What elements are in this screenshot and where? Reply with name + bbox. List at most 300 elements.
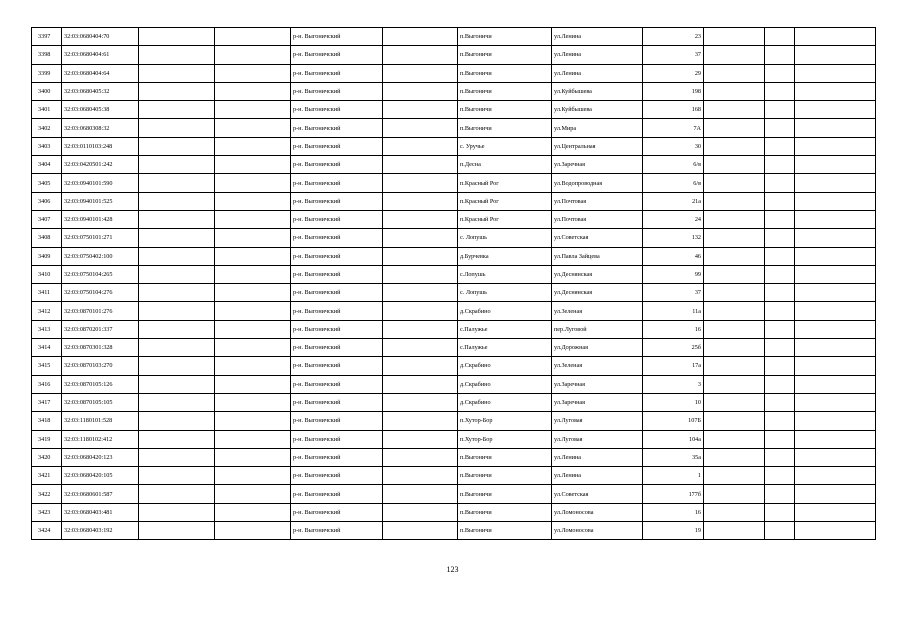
empty-cell [704, 229, 765, 247]
empty-cell [139, 210, 215, 228]
empty-cell [139, 522, 215, 540]
locality-cell: с.Палужье [458, 320, 552, 338]
empty-cell [215, 430, 291, 448]
empty-cell [704, 430, 765, 448]
empty-cell [704, 174, 765, 192]
house-number-cell: 104а [643, 430, 704, 448]
street-cell: ул.Заречная [552, 375, 643, 393]
locality-cell: п.Выгоничи [458, 28, 552, 46]
row-number-cell: 3421 [32, 467, 62, 485]
row-number-cell: 3399 [32, 64, 62, 82]
table-row [32, 339, 876, 357]
row-number-cell: 3412 [32, 302, 62, 320]
street-cell: ул.Ленина [552, 448, 643, 466]
empty-cell [215, 229, 291, 247]
empty-cell [215, 485, 291, 503]
cadastral-number-cell: 32:03:0680601:587 [62, 485, 139, 503]
district-cell: р-н. Выгоничский [291, 448, 383, 466]
row-number-cell: 3411 [32, 284, 62, 302]
house-number-cell: 46 [643, 247, 704, 265]
empty-cell [704, 412, 765, 430]
table-row [32, 64, 876, 82]
empty-cell [383, 229, 458, 247]
empty-cell [765, 229, 795, 247]
empty-cell [139, 339, 215, 357]
empty-cell [765, 412, 795, 430]
empty-cell [765, 174, 795, 192]
district-cell: р-н. Выгоничский [291, 284, 383, 302]
cadastral-number-cell: 32:03:0680403:481 [62, 503, 139, 521]
table-row [32, 119, 876, 137]
empty-cell [139, 137, 215, 155]
table-row [32, 430, 876, 448]
cadastral-number-cell: 32:03:0680404:70 [62, 28, 139, 46]
empty-cell [795, 430, 876, 448]
empty-cell [139, 64, 215, 82]
district-cell: р-н. Выгоничский [291, 28, 383, 46]
table-row [32, 302, 876, 320]
empty-cell [765, 430, 795, 448]
empty-cell [765, 375, 795, 393]
empty-cell [139, 265, 215, 283]
empty-cell [765, 485, 795, 503]
empty-cell [704, 156, 765, 174]
locality-cell: д.Бурчевка [458, 247, 552, 265]
empty-cell [704, 119, 765, 137]
district-cell: р-н. Выгоничский [291, 430, 383, 448]
cadastral-number-cell: 32:03:0750104:265 [62, 265, 139, 283]
row-number-cell: 3397 [32, 28, 62, 46]
empty-cell [383, 101, 458, 119]
empty-cell [139, 28, 215, 46]
empty-cell [139, 503, 215, 521]
row-number-cell: 3410 [32, 265, 62, 283]
table-row [32, 448, 876, 466]
house-number-cell: 11а [643, 302, 704, 320]
table-row [32, 192, 876, 210]
empty-cell [765, 467, 795, 485]
empty-cell [704, 302, 765, 320]
empty-cell [765, 82, 795, 100]
row-number-cell: 3398 [32, 46, 62, 64]
empty-cell [383, 467, 458, 485]
row-number-cell: 3404 [32, 156, 62, 174]
table-row [32, 375, 876, 393]
cadastral-number-cell: 32:03:0110103:248 [62, 137, 139, 155]
empty-cell [215, 156, 291, 174]
page-number: 123 [446, 565, 459, 574]
district-cell: р-н. Выгоничский [291, 174, 383, 192]
table-row [32, 265, 876, 283]
empty-cell [215, 467, 291, 485]
locality-cell: п.Выгоничи [458, 448, 552, 466]
empty-cell [795, 174, 876, 192]
street-cell: ул.Зеленая [552, 357, 643, 375]
empty-cell [383, 192, 458, 210]
empty-cell [795, 302, 876, 320]
empty-cell [704, 467, 765, 485]
empty-cell [383, 448, 458, 466]
cadastral-number-cell: 32:03:0750101:271 [62, 229, 139, 247]
locality-cell: п.Десна [458, 156, 552, 174]
locality-cell: п.Красный Рог [458, 210, 552, 228]
empty-cell [383, 284, 458, 302]
empty-cell [383, 430, 458, 448]
cadastral-number-cell: 32:03:0680420:123 [62, 448, 139, 466]
empty-cell [215, 357, 291, 375]
table-row [32, 522, 876, 540]
empty-cell [765, 119, 795, 137]
locality-cell: п.Красный Рог [458, 192, 552, 210]
district-cell: р-н. Выгоничский [291, 192, 383, 210]
empty-cell [215, 210, 291, 228]
table-row [32, 247, 876, 265]
empty-cell [139, 448, 215, 466]
table-row [32, 229, 876, 247]
table-row [32, 137, 876, 155]
district-cell: р-н. Выгоничский [291, 247, 383, 265]
house-number-cell: 198 [643, 82, 704, 100]
street-cell: ул.Водопроводная [552, 174, 643, 192]
locality-cell: п.Выгоничи [458, 46, 552, 64]
row-number-cell: 3415 [32, 357, 62, 375]
empty-cell [139, 393, 215, 411]
empty-cell [795, 229, 876, 247]
locality-cell: п.Выгоничи [458, 485, 552, 503]
row-number-cell: 3406 [32, 192, 62, 210]
empty-cell [215, 375, 291, 393]
empty-cell [139, 229, 215, 247]
empty-cell [383, 210, 458, 228]
house-number-cell: 6/в [643, 156, 704, 174]
cadastral-number-cell: 32:03:0940101:590 [62, 174, 139, 192]
empty-cell [765, 28, 795, 46]
empty-cell [215, 28, 291, 46]
empty-cell [383, 375, 458, 393]
empty-cell [704, 339, 765, 357]
locality-cell: д.Скрабино [458, 302, 552, 320]
empty-cell [215, 46, 291, 64]
empty-cell [795, 522, 876, 540]
locality-cell: д.Скрабино [458, 375, 552, 393]
district-cell: р-н. Выгоничский [291, 467, 383, 485]
empty-cell [704, 101, 765, 119]
district-cell: р-н. Выгоничский [291, 320, 383, 338]
empty-cell [704, 320, 765, 338]
empty-cell [765, 393, 795, 411]
empty-cell [215, 247, 291, 265]
locality-cell: п.Выгоничи [458, 119, 552, 137]
empty-cell [383, 265, 458, 283]
empty-cell [795, 64, 876, 82]
house-number-cell: 16 [643, 503, 704, 521]
row-number-cell: 3407 [32, 210, 62, 228]
table-row [32, 320, 876, 338]
house-number-cell: 3 [643, 375, 704, 393]
empty-cell [139, 375, 215, 393]
row-number-cell: 3401 [32, 101, 62, 119]
empty-cell [765, 265, 795, 283]
empty-cell [795, 393, 876, 411]
table-row [32, 210, 876, 228]
empty-cell [795, 485, 876, 503]
cadastral-number-cell: 32:03:0680405:38 [62, 101, 139, 119]
empty-cell [383, 156, 458, 174]
empty-cell [139, 101, 215, 119]
row-number-cell: 3409 [32, 247, 62, 265]
house-number-cell: 7А [643, 119, 704, 137]
empty-cell [383, 247, 458, 265]
table-row [32, 467, 876, 485]
row-number-cell: 3413 [32, 320, 62, 338]
table-row [32, 28, 876, 46]
house-number-cell: 25б [643, 339, 704, 357]
table-row [32, 485, 876, 503]
cadastral-number-cell: 32:03:0870103:270 [62, 357, 139, 375]
empty-cell [383, 302, 458, 320]
row-number-cell: 3416 [32, 375, 62, 393]
empty-cell [139, 174, 215, 192]
locality-cell: д.Скрабино [458, 357, 552, 375]
empty-cell [139, 247, 215, 265]
empty-cell [383, 393, 458, 411]
locality-cell: с. Уручье [458, 137, 552, 155]
cadastral-number-cell: 32:03:0680420:105 [62, 467, 139, 485]
empty-cell [215, 302, 291, 320]
empty-cell [795, 339, 876, 357]
street-cell: ул.Дорожная [552, 339, 643, 357]
row-number-cell: 3424 [32, 522, 62, 540]
empty-cell [704, 64, 765, 82]
empty-cell [383, 174, 458, 192]
house-number-cell: 35а [643, 448, 704, 466]
empty-cell [215, 503, 291, 521]
row-number-cell: 3422 [32, 485, 62, 503]
empty-cell [795, 28, 876, 46]
district-cell: р-н. Выгоничский [291, 46, 383, 64]
empty-cell [765, 46, 795, 64]
house-number-cell: 37 [643, 46, 704, 64]
locality-cell: с. Лопушь [458, 284, 552, 302]
house-number-cell: 168 [643, 101, 704, 119]
empty-cell [765, 448, 795, 466]
cadastral-number-cell: 32:03:0940101:428 [62, 210, 139, 228]
empty-cell [383, 522, 458, 540]
empty-cell [795, 82, 876, 100]
empty-cell [765, 210, 795, 228]
empty-cell [139, 412, 215, 430]
empty-cell [383, 412, 458, 430]
empty-cell [704, 448, 765, 466]
street-cell: ул.Почтовая [552, 210, 643, 228]
street-cell: ул.Ленина [552, 64, 643, 82]
empty-cell [215, 522, 291, 540]
district-cell: р-н. Выгоничский [291, 503, 383, 521]
row-number-cell: 3423 [32, 503, 62, 521]
street-cell: ул.Деснянская [552, 265, 643, 283]
locality-cell: п.Выгоничи [458, 467, 552, 485]
district-cell: р-н. Выгоничский [291, 339, 383, 357]
row-number-cell: 3419 [32, 430, 62, 448]
district-cell: р-н. Выгоничский [291, 357, 383, 375]
empty-cell [383, 503, 458, 521]
empty-cell [383, 64, 458, 82]
empty-cell [139, 485, 215, 503]
street-cell: ул.Мира [552, 119, 643, 137]
empty-cell [765, 247, 795, 265]
empty-cell [795, 265, 876, 283]
street-cell: ул.Ломоносова [552, 522, 643, 540]
empty-cell [383, 357, 458, 375]
street-cell: ул.Куйбышева [552, 101, 643, 119]
empty-cell [704, 210, 765, 228]
table-row [32, 46, 876, 64]
empty-cell [215, 284, 291, 302]
row-number-cell: 3403 [32, 137, 62, 155]
empty-cell [215, 137, 291, 155]
locality-cell: с.Палужье [458, 339, 552, 357]
empty-cell [139, 467, 215, 485]
street-cell: ул.Советская [552, 229, 643, 247]
cadastral-number-cell: 32:03:0680404:64 [62, 64, 139, 82]
table-row [32, 503, 876, 521]
cadastral-number-cell: 32:03:0940101:525 [62, 192, 139, 210]
street-cell: ул.Ленина [552, 467, 643, 485]
row-number-cell: 3414 [32, 339, 62, 357]
district-cell: р-н. Выгоничский [291, 375, 383, 393]
empty-cell [795, 210, 876, 228]
empty-cell [704, 393, 765, 411]
empty-cell [704, 82, 765, 100]
district-cell: р-н. Выгоничский [291, 485, 383, 503]
district-cell: р-н. Выгоничский [291, 302, 383, 320]
locality-cell: п.Хутор-Бор [458, 412, 552, 430]
empty-cell [795, 46, 876, 64]
locality-cell: с. Лопушь [458, 229, 552, 247]
empty-cell [383, 28, 458, 46]
street-cell: ул.Куйбышева [552, 82, 643, 100]
district-cell: р-н. Выгоничский [291, 137, 383, 155]
empty-cell [795, 156, 876, 174]
street-cell: ул.Заречная [552, 156, 643, 174]
cadastral-number-cell: 32:03:0420501:242 [62, 156, 139, 174]
table-row [32, 82, 876, 100]
empty-cell [704, 357, 765, 375]
empty-cell [383, 82, 458, 100]
district-cell: р-н. Выгоничский [291, 82, 383, 100]
locality-cell: п.Выгоничи [458, 64, 552, 82]
locality-cell: п.Хутор-Бор [458, 430, 552, 448]
empty-cell [704, 503, 765, 521]
empty-cell [765, 156, 795, 174]
house-number-cell: 30 [643, 137, 704, 155]
house-number-cell: 6/в [643, 174, 704, 192]
row-number-cell: 3417 [32, 393, 62, 411]
empty-cell [139, 357, 215, 375]
house-number-cell: 99 [643, 265, 704, 283]
house-number-cell: 10 [643, 393, 704, 411]
empty-cell [139, 156, 215, 174]
empty-cell [704, 137, 765, 155]
empty-cell [704, 46, 765, 64]
empty-cell [215, 393, 291, 411]
district-cell: р-н. Выгоничский [291, 522, 383, 540]
empty-cell [765, 357, 795, 375]
district-cell: р-н. Выгоничский [291, 229, 383, 247]
empty-cell [704, 522, 765, 540]
district-cell: р-н. Выгоничский [291, 265, 383, 283]
house-number-cell: 107Б [643, 412, 704, 430]
street-cell: ул.Заречная [552, 393, 643, 411]
empty-cell [139, 284, 215, 302]
table-body [32, 28, 876, 540]
locality-cell: с.Лопушь [458, 265, 552, 283]
empty-cell [765, 320, 795, 338]
table-row [32, 156, 876, 174]
empty-cell [215, 412, 291, 430]
empty-cell [215, 448, 291, 466]
house-number-cell: 24 [643, 210, 704, 228]
cadastral-number-cell: 32:03:0680308:32 [62, 119, 139, 137]
empty-cell [795, 375, 876, 393]
empty-cell [795, 192, 876, 210]
empty-cell [795, 448, 876, 466]
street-cell: ул.Деснянская [552, 284, 643, 302]
cadastral-number-cell: 32:03:0870105:105 [62, 393, 139, 411]
street-cell: ул.Почтовая [552, 192, 643, 210]
cadastral-number-cell: 32:03:0870105:126 [62, 375, 139, 393]
row-number-cell: 3420 [32, 448, 62, 466]
street-cell: ул.Центральная [552, 137, 643, 155]
locality-cell: п.Выгоничи [458, 503, 552, 521]
row-number-cell: 3405 [32, 174, 62, 192]
empty-cell [383, 320, 458, 338]
empty-cell [704, 28, 765, 46]
empty-cell [139, 302, 215, 320]
empty-cell [215, 64, 291, 82]
district-cell: р-н. Выгоничский [291, 210, 383, 228]
empty-cell [765, 137, 795, 155]
empty-cell [704, 192, 765, 210]
cadastral-number-cell: 32:03:0680404:61 [62, 46, 139, 64]
street-cell: ул.Ломоносова [552, 503, 643, 521]
row-number-cell: 3408 [32, 229, 62, 247]
empty-cell [704, 375, 765, 393]
empty-cell [795, 357, 876, 375]
empty-cell [704, 247, 765, 265]
empty-cell [215, 82, 291, 100]
locality-cell: д.Скрабино [458, 393, 552, 411]
empty-cell [765, 284, 795, 302]
row-number-cell: 3418 [32, 412, 62, 430]
row-number-cell: 3402 [32, 119, 62, 137]
cadastral-number-cell: 32:03:0870301:328 [62, 339, 139, 357]
table-row [32, 284, 876, 302]
empty-cell [383, 485, 458, 503]
street-cell: ул.Луговая [552, 412, 643, 430]
locality-cell: п.Красный Рог [458, 174, 552, 192]
cadastral-number-cell: 32:03:1180101:528 [62, 412, 139, 430]
empty-cell [215, 339, 291, 357]
empty-cell [704, 485, 765, 503]
table-row [32, 393, 876, 411]
empty-cell [139, 320, 215, 338]
street-cell: ул.Зеленая [552, 302, 643, 320]
district-cell: р-н. Выгоничский [291, 64, 383, 82]
empty-cell [795, 137, 876, 155]
empty-cell [795, 119, 876, 137]
empty-cell [215, 101, 291, 119]
